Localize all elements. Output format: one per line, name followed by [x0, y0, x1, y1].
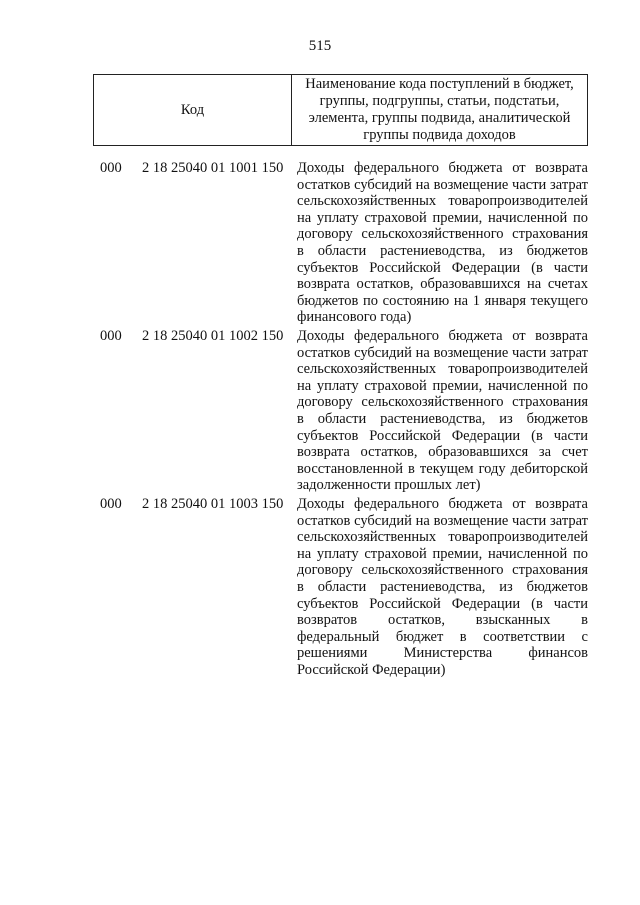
table-row [100, 496, 590, 679]
revenue-description: Доходы федерального бюджета от возврата остатков субсидий на возмещение части затрат сельскохозяйственных товаропроизводителей на уплату страховой премии, начисленной по договору сельскохозяйственного страхования в области растениеводства, из бюджетов субъектов Российской Федерации (в части возврата остатков, образовавшихся за счет восстановленной в текущем году дебиторской задолженности прошлых лет) [297, 328, 588, 494]
revenue-description: Доходы федерального бюджета от возврата остатков субсидий на возмещение части затрат сельскохозяйственных товаропроизводителей на уплату страховой премии, начисленной по договору сельскохозяйственного страхования в области растениеводства, из бюджетов субъектов Российской Федерации (в части возвратов остатков, взысканных в федеральный бюджет в соответствии с решениями Министерства финансов Российской Федерации) [297, 496, 588, 678]
code-column-header: Код [94, 75, 292, 145]
admin-code: 000 [100, 496, 122, 512]
table-row [100, 160, 590, 328]
table-row [100, 328, 590, 496]
entries-list [100, 160, 590, 679]
admin-code: 000 [100, 160, 122, 176]
table-header [93, 74, 588, 146]
revenue-description: Доходы федерального бюджета от возврата остатков субсидий на возмещение части затрат сельскохозяйственных товаропроизводителей на уплату страховой премии, начисленной по договору сельскохозяйственного страхования в области растениеводства, из бюджетов субъектов Российской Федерации (в части возврата остатков, образовавшихся на счетах бюджетов по состоянию на 1 января текущего финансового года) [297, 160, 588, 326]
revenue-code: 2 18 25040 01 1003 150 [142, 496, 284, 512]
admin-code: 000 [100, 328, 122, 344]
revenue-code: 2 18 25040 01 1002 150 [142, 328, 284, 344]
revenue-code: 2 18 25040 01 1001 150 [142, 160, 284, 176]
name-column-header: Наименование кода поступлений в бюджет, группы, подгруппы, статьи, подстатьи, элемента, группы подвида, аналитической группы подвида доходов [305, 76, 574, 143]
page-number: 515 [308, 38, 332, 54]
